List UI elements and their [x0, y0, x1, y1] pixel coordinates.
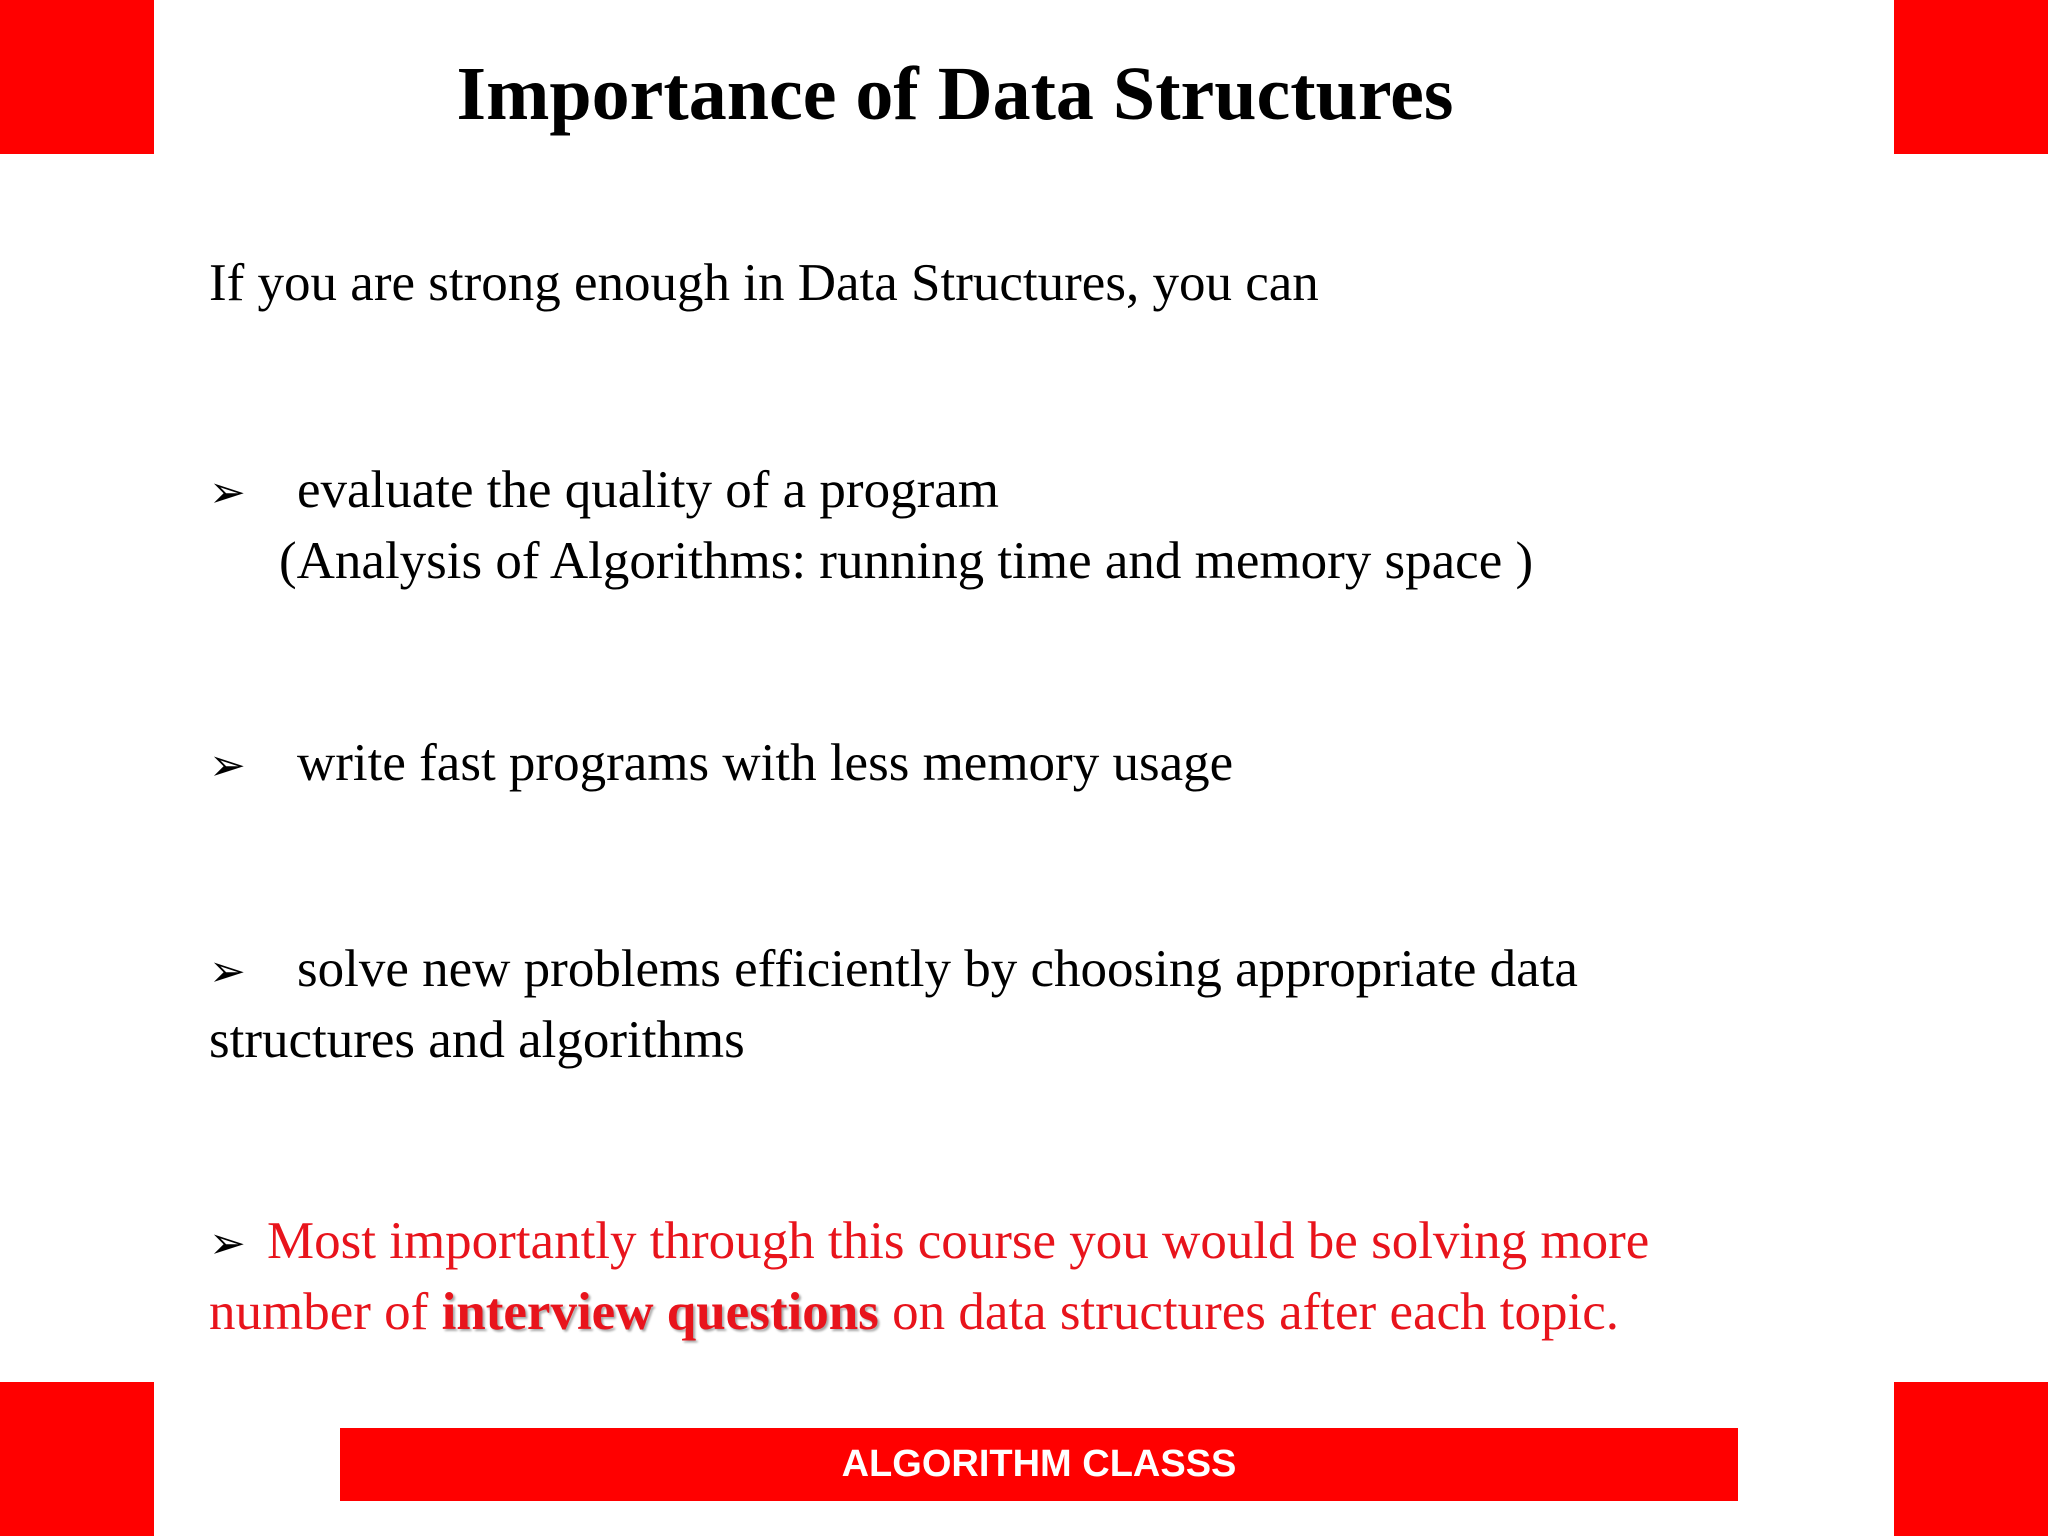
- intro-text: If you are strong enough in Data Structures, you can: [209, 254, 1319, 312]
- arrowhead-bullet-icon: ➢: [209, 1218, 246, 1269]
- bullet-text-line2: structures and algorithms: [209, 1011, 745, 1069]
- bullet-interview-questions: [209, 1207, 1649, 1346]
- arrowhead-bullet-icon: ➢: [209, 467, 246, 518]
- slide-title: Importance of Data Structures: [456, 52, 1454, 136]
- bullet-subtext: (Analysis of Algorithms: running time and memory space ): [279, 532, 1534, 590]
- bullet-fast-programs: [209, 729, 1233, 800]
- footer-banner: ALGORITHM CLASSS: [340, 1428, 1738, 1501]
- arrowhead-bullet-icon: ➢: [209, 740, 246, 791]
- bullet-text: evaluate the quality of a program: [297, 461, 999, 519]
- corner-decoration-bottom-right: [1894, 1382, 2048, 1536]
- bullet-text-line1: Most importantly through this course you would be solving more: [267, 1212, 1650, 1270]
- bullet-solve-problems: [209, 935, 1578, 1074]
- bullet-text-line2-start: number of: [209, 1283, 442, 1341]
- bullet-evaluate-quality: [209, 456, 1533, 595]
- interview-questions-emphasis: interview questions: [441, 1283, 879, 1341]
- bullet-text-line1: solve new problems efficiently by choosing appropriate data: [297, 940, 1578, 998]
- bullet-text: write fast programs with less memory usage: [297, 734, 1234, 792]
- arrowhead-bullet-icon: ➢: [209, 946, 246, 997]
- bullet-text-line2-end: on data structures after each topic.: [878, 1283, 1620, 1341]
- corner-decoration-top-right: [1894, 0, 2048, 154]
- corner-decoration-bottom-left: [0, 1382, 154, 1536]
